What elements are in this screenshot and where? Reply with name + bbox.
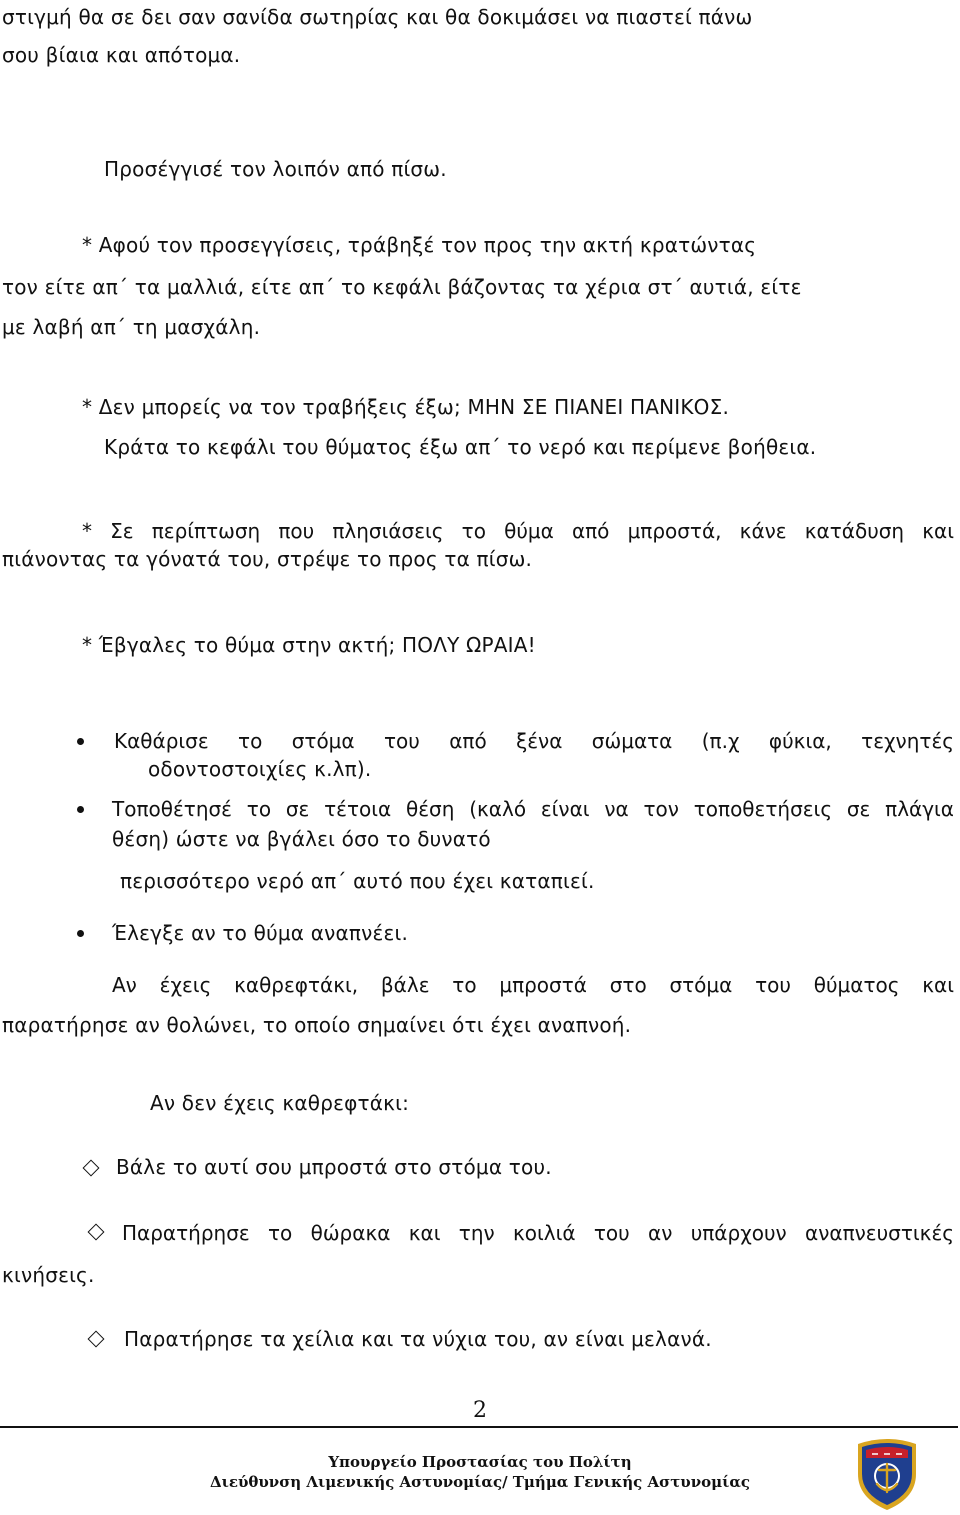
text-line: * Δεν μπορείς να τον τραβήξεις έξω; ΜΗΝ ΣΕ ΠΙΑΝΕΙ ΠΑΝΙΚΟΣ.: [82, 395, 730, 419]
diamond-bullet-icon: [83, 1160, 100, 1177]
list-item-continuation: οδοντοστοιχίες κ.λπ).: [148, 757, 372, 781]
text-line: Αν δεν έχεις καθρεφτάκι:: [150, 1091, 410, 1115]
bullet-icon: [77, 806, 84, 813]
footer-ministry: Υπουργείο Προστασίας του Πολίτη: [328, 1453, 632, 1471]
bullet-icon: [77, 738, 84, 745]
text-line: στιγμή θα σε δει σαν σανίδα σωτηρίας και θα δοκιμάσει να πιαστεί πάνω: [2, 5, 753, 29]
bullet-icon: [77, 930, 84, 937]
text-line: πιάνοντας τα γόνατά του, στρέψε το προς τα πίσω.: [2, 547, 533, 571]
footer-department: Διεύθυνση Λιμενικής Αστυνομίας/ Τμήμα Γενικής Αστυνομίας: [209, 1473, 751, 1491]
coast-guard-emblem-icon: [852, 1434, 922, 1512]
text-line: Αν έχεις καθρεφτάκι, βάλε το μπροστά στο στόμα του θύματος και: [112, 973, 954, 997]
text-line: * Αφού τον προσεγγίσεις, τράβηξέ τον προς την ακτή κρατώντας: [82, 233, 757, 257]
list-item: Τοποθέτησέ το σε τέτοια θέση (καλό είναι να τον τοποθετήσεις σε πλάγια: [112, 797, 954, 821]
text-line: * Έβγαλες το θύμα στην ακτή; ΠΟΛΥ ΩΡΑΙΑ!: [82, 633, 536, 657]
page-number: 2: [473, 1398, 487, 1423]
text-line: με λαβή απ΄ τη μασχάλη.: [2, 315, 261, 339]
footer-divider: [0, 1426, 958, 1428]
list-item: Καθάρισε το στόμα του από ξένα σώματα (π.χ φύκια, τεχνητές: [114, 729, 954, 753]
diamond-bullet-icon: [88, 1224, 105, 1241]
text-line: σου βίαια και απότομα.: [2, 43, 241, 67]
list-item: Βάλε το αυτί σου μπροστά στο στόμα του.: [116, 1155, 552, 1179]
text-line: παρατήρησε αν θολώνει, το οποίο σημαίνει ότι έχει αναπνοή.: [2, 1013, 632, 1037]
list-item: Έλεγξε αν το θύμα αναπνέει.: [112, 921, 409, 945]
list-item-continuation: θέση) ώστε να βγάλει όσο το δυνατό: [112, 827, 491, 851]
text-line: * Σε περίπτωση που πλησιάσεις το θύμα από μπροστά, κάνε κατάδυση και: [82, 519, 954, 543]
list-item-continuation: κινήσεις.: [2, 1263, 95, 1287]
diamond-bullet-icon: [88, 1331, 105, 1348]
list-item: Παρατήρησε το θώρακα και την κοιλιά του αν υπάρχουν αναπνευστικές: [122, 1221, 954, 1245]
list-item: Παρατήρησε τα χείλια και τα νύχια του, αν είναι μελανά.: [124, 1327, 712, 1351]
text-line: τον είτε απ΄ τα μαλλιά, είτε απ΄ το κεφάλι βάζοντας τα χέρια στ΄ αυτιά, είτε: [2, 275, 802, 299]
text-line: Κράτα το κεφάλι του θύματος έξω απ΄ το νερό και περίμενε βοήθεια.: [104, 435, 817, 459]
list-item-continuation: περισσότερο νερό απ΄ αυτό που έχει καταπιεί.: [120, 869, 595, 893]
text-line: Προσέγγισέ τον λοιπόν από πίσω.: [104, 157, 447, 181]
